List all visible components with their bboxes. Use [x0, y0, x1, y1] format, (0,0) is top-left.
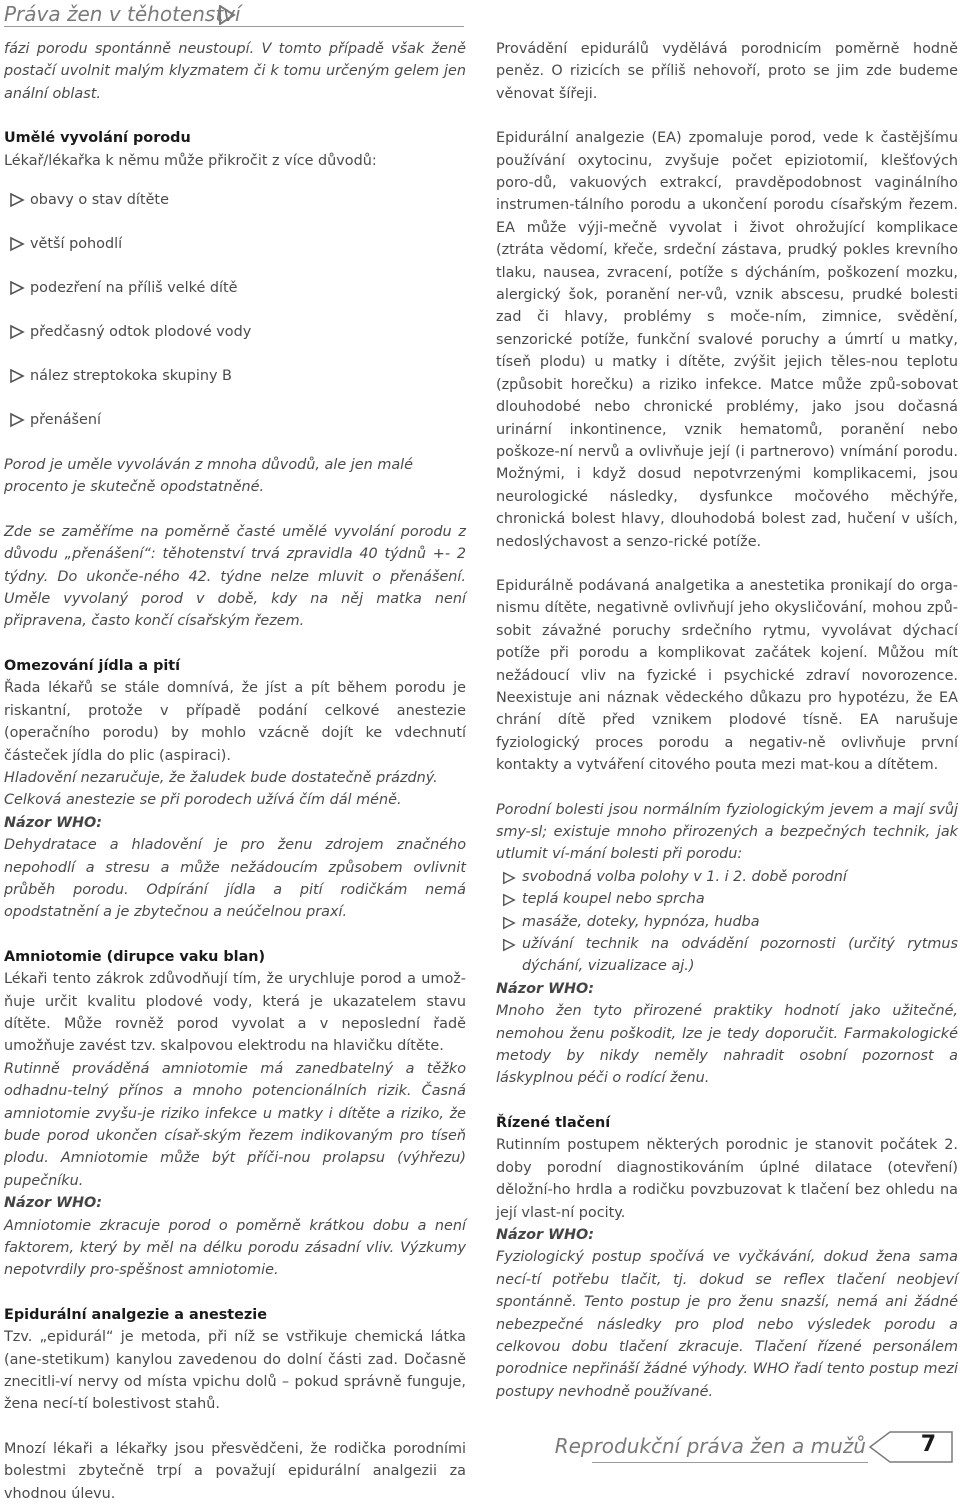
- left-paragraph-9: Rutinně prováděná amniotomie má zanedbatelný a těžko odhadnu-telný přínos a mnoho potencionálních rizik. Časná amniotomie zvyšu-je riziko infekce u matky i dítěte a riziko, že bude porod ukončen císař-ským řezem indikovaným pro tíseň plodu. Amniotomie může být příči-nou prolapsu (výhřezu) pupečníku.: [4, 1060, 466, 1189]
- list-item: [4, 398, 466, 442]
- left-paragraph-11: Tzv. „epidurál“ je metoda, při níž se vstřikuje chemická látka (ane-stetikum) kanylou zavedenou do dolní části zad. Dočasně znecitli-ví nervy od místa vpichu dolů – pokud správně funguje, žena necí-tí bolestivost stahů.: [4, 1329, 466, 1413]
- list-item-text: masáže, doteky, hypnóza, hudba: [522, 913, 760, 930]
- list-item: [496, 911, 958, 933]
- left-paragraph-4: Zde se zaměříme na poměrně časté umělé vyvolání porodu z důvodu „přenášení“: těhotenství trvá zpravidla 40 týdnů +- 2 týdny. Do ukonče-ného 42. týdne nelze mluvit o přenášení. Uměle vyvolaný porod v době, kdy na něj matka není připravena, často končí císařským řezem.: [4, 523, 466, 630]
- triangle-right-outline-icon: [4, 324, 30, 340]
- list-item: [4, 354, 466, 398]
- left-paragraph-10: Amniotomie zkracuje porod o poměrně krátkou dobu a není faktorem, který by měl na délku porodu zásadní vliv. Výzkumy nepotvrdily pro-spěšnost amniotomie.: [4, 1217, 466, 1279]
- list-item-text: svobodná volba polohy v 1. i 2. době porodní: [522, 868, 847, 885]
- heading-food-restriction: Omezování jídla a pití: [4, 657, 181, 674]
- left-paragraph-1: fázi porodu spontánně neustoupí. V tomto případě však ženě postačí uvolnit malým klyzmatem či k tomu určeným gelem jen anální oblast.: [4, 41, 466, 102]
- page-footer: [554, 1428, 954, 1468]
- list-item-text: přenášení: [30, 411, 101, 428]
- list-item-text: podezření na příliš velké dítě: [30, 279, 238, 296]
- right-paragraph-1: Provádění epidurálů vydělává porodnicím poměrně hodně peněz. O rizicích se příliš nehovoří, proto se jim zde budeme věnovat šířeji.: [496, 41, 958, 102]
- left-paragraph-6: Hladovění nezaručuje, že žaludek bude dostatečně prázdný. Celková anestezie se při porodech užívá čím dál méně.: [4, 769, 438, 809]
- left-paragraph-3: Porod je uměle vyvoláván z mnoha důvodů, ale jen malé procento je skutečně opodstatněné.: [4, 457, 414, 496]
- triangle-right-outline-icon: [4, 368, 30, 384]
- right-paragraph-5: Mnoho žen tyto přirozené praktiky hodnotí jako užitečné, nemohou ženu poškodit, lze je tedy doporučit. Farmakologické metody by nikdy neměly nahradit osobní pozornost a láskyplnou péči o rodící ženu.: [496, 1003, 958, 1087]
- triangle-right-outline-icon: [4, 236, 30, 252]
- list-item-text: nález streptokoka skupiny B: [30, 367, 232, 384]
- triangle-right-outline-icon: [496, 911, 522, 930]
- who-label: Názor WHO:: [4, 814, 103, 831]
- triangle-right-outline-icon: [496, 888, 522, 907]
- left-paragraph-2: Lékař/lékařka k němu může přikročit z více důvodů:: [4, 152, 377, 169]
- right-paragraph-6: Rutinním postupem některých porodnic je stanovit počátek 2. doby porodní diagnostikováním úplné dilatace (otevření) děložní-ho hrdla a rodičku povzbuzovat k tlačení bez ohledu na její vlast-ní pocity.: [496, 1137, 958, 1221]
- footer-title: Reprodukční práva žen a mužů: [554, 1434, 866, 1458]
- triangle-right-outline-icon: [4, 412, 30, 428]
- triangle-right-outline-icon: [218, 5, 236, 25]
- triangle-right-outline-icon: [496, 866, 522, 885]
- list-item: [496, 866, 958, 888]
- list-item: [4, 266, 466, 310]
- who-label: Názor WHO:: [496, 980, 595, 997]
- heading-amniotomy: Amniotomie (dirupce vaku blan): [4, 948, 266, 965]
- list-item-text: větší pohodlí: [30, 235, 123, 252]
- list-item: [496, 888, 958, 910]
- footer-divider: [592, 1462, 868, 1463]
- right-paragraph-4: Porodní bolesti jsou normálním fyziologickým jevem a mají svůj smy-sl; existuje mnoho přirozených a bezpečných technik, jak utlumit ví-mání bolesti při porodu:: [496, 801, 958, 863]
- right-paragraph-7: Fyziologický postup spočívá ve vyčkávání, dokud žena sama necí-tí potřebu tlačit, tj. dokud se reflex tlačení neobjeví spontánně. Tento postup je pro ženu snazší, nemá ani žádné nebezpečné následky pro plod nebo výsledek porodu a celkovou dobu tlačení zkracuje. Tlačení řízené personálem porodnice nepřináší žádné výhody. WHO řadí tento postup mezi postupy nevhodně používané.: [496, 1249, 958, 1400]
- left-paragraph-7: Dehydratace a hladovění je pro ženu zdrojem značného nepohodlí a stresu a může nežádoucím způsobem ovlivnit průběh porodu. Odpírání jídla a pití rodičkám nemá opodstatnění a je zbytečnou a neúčelnou praxí.: [4, 837, 466, 921]
- triangle-right-outline-icon: [4, 280, 30, 296]
- heading-directed-pushing: Řízené tlačení: [496, 1114, 611, 1131]
- who-label: Názor WHO:: [4, 1195, 103, 1212]
- left-paragraph-5: Řada lékařů se stále domnívá, že jíst a pít během porodu je riskantní, protože v případě podání celkové anestezie (operačního porodu) by mohlo vzácně dojít ke vdechnutí částeček jídla do plic (aspiraci).: [4, 680, 466, 764]
- list-item: [4, 310, 466, 354]
- triangle-right-outline-icon: [496, 933, 522, 952]
- left-paragraph-12: Mnozí lékaři a lékařky jsou přesvědčeni, že rodička porodními bolestmi zbytečně trpí a považují epidurální analgezii za vhodnou úlevu.: [4, 1440, 466, 1502]
- right-paragraph-3: Epidurálně podávaná analgetika a anestetika pronikají do orga-nismu dítěte, negativně ovlivňují jeho okysličování, mohou způ-sobit závažné poruchy srdečního rytmu, vyvolávat dýchací potíže při porodu a komplikovat začátek kojení. Můžou mít nežádoucí vliv na fyzické i psychické zdraví novorozence. Neexistuje ani náznak vědeckého důkazu pro hypotézu, že EA chrání dítě před vznikem plodové tísně. EA narušuje fyziologický proces porodu a negativ-ně ovlivňuje první kontakty a vytváření citového pouta mezi mat-kou a dítětem.: [496, 577, 958, 774]
- right-column: [496, 38, 958, 1403]
- left-column: [4, 38, 466, 1505]
- list-item: [496, 933, 958, 978]
- triangle-right-outline-icon: [4, 192, 30, 208]
- left-paragraph-8: Lékaři tento zákrok zdůvodňují tím, že urychluje porod a umož-ňuje určit kvalitu plodové vody, která je ukazatelem stavu dítěte. Může rovněž porod vyvolat a v neposlední řadě umožňuje zavést tzv. skalpovou elektrodu na hlavičku dítěte.: [4, 971, 466, 1055]
- page-header: [4, 2, 464, 27]
- right-paragraph-2: Epidurální analgezie (EA) zpomaluje porod, vede k častějšímu používání oxytocinu, zvyšuje počet epiziotomií, klešťových poro-dů, vakuových extrakcí, pravděpodobnost vaginálního instrumen-tálního porodu a ukončení porodu císařským řezem. EA může výji-mečně vyvolat i život ohrožující komplikace (ztráta vědomí, křeče, srdeční zástava, prudký pokles krevního tlaku, nausea, zvracení, potíže s dýcháním, poškození mozku, alergický šok, poranění ner-vů, vznik abscesu, prudké bolesti zad či hlavy, problémy s moče-ním, zimnice, svědění, senzorické potíže, funkční svalové poruchy a úmrtí u matky, tíseň plodu) u matky i dítěte, zvýšit jejich těles-nou teplotu (způsobit horečku) a riziko infekce. Matce může způ-sobovat dlouhodobé nebo chronické problémy, jako jsou dočasná urinární inkontinence, vznik hematomů, poranění nebo poškoze-ní nervů a ovlivňuje její (i partnerovo) vnímání porodu. Možnými, i když dosud nepotvrzenými komplikacemi, jsou neurologické následky, dysfunkce močového měchýře, chronická bolest hlavy, dlouhodobá bolest zad, hučení v uších, nedoslýchavost a senzo-rické potíže.: [496, 130, 958, 550]
- header-title: Práva žen v těhotenství: [4, 2, 241, 26]
- heading-epidural: Epidurální analgezie a anestezie: [4, 1306, 267, 1323]
- list-item: [4, 222, 466, 266]
- list-item-text: užívání technik na odvádění pozornosti (určitý rytmus dýchání, vizualizace aj.): [522, 936, 958, 975]
- list-item-text: teplá koupel nebo sprcha: [522, 891, 705, 908]
- page-tab-icon: [868, 1430, 954, 1464]
- list-item-text: předčasný odtok plodové vody: [30, 323, 252, 340]
- who-label: Názor WHO:: [496, 1226, 595, 1243]
- list-item-text: obavy o stav dítěte: [30, 191, 169, 208]
- list-item: [4, 178, 466, 222]
- heading-induction: Umělé vyvolání porodu: [4, 130, 191, 147]
- page-number: 7: [920, 1432, 936, 1457]
